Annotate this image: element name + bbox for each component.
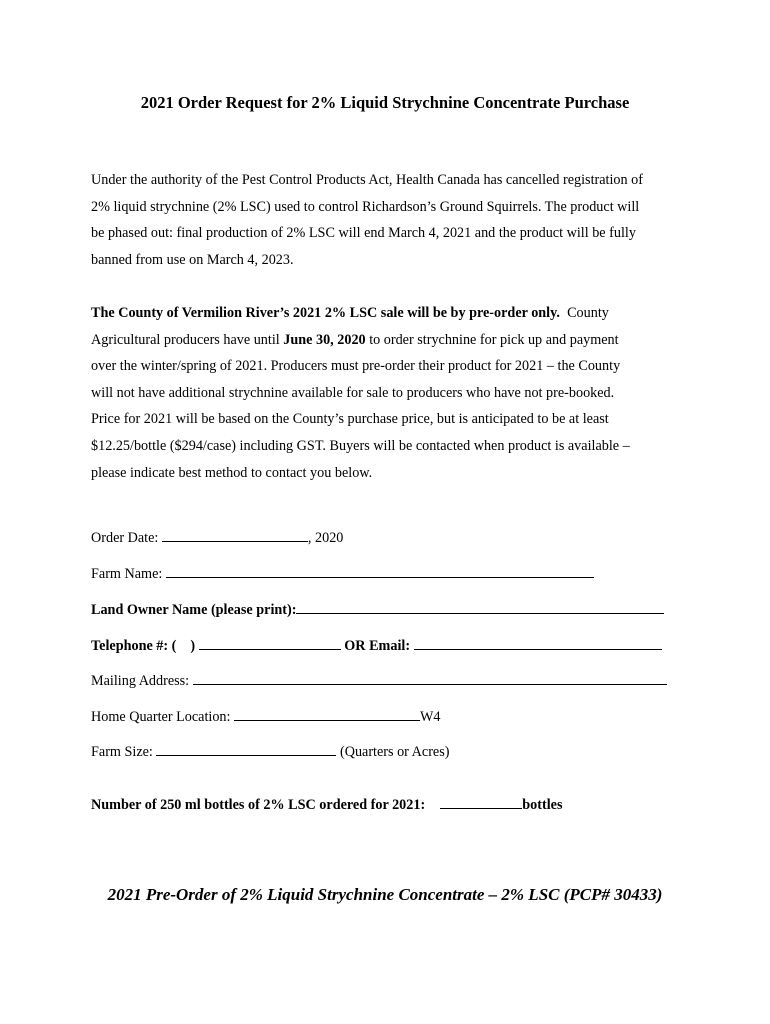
bottle-count-suffix: bottles [522, 797, 563, 813]
intro-line: be phased out: final production of 2% LSC will end March 4, 2021 and the product will be fully [91, 225, 636, 242]
order-date-suffix: , 2020 [307, 530, 344, 546]
bottle-count-label: Number of 250 ml bottles of 2% LSC ordered for 2021: [91, 797, 426, 813]
sale-line1-rest: County [559, 305, 609, 321]
farm-size-suffix: (Quarters or Acres) [339, 744, 450, 760]
mailing-address-blank[interactable] [193, 670, 667, 685]
home-quarter-label: Home Quarter Location: [91, 709, 231, 725]
sale-line2-pre: Agricultural producers have until [91, 331, 284, 348]
telephone-blank[interactable] [199, 635, 341, 650]
sale-paragraph [91, 300, 691, 486]
farm-size-field [91, 741, 449, 762]
document-title: 2021 Order Request for 2% Liquid Strychnine Concentrate Purchase [140, 93, 630, 112]
mailing-address-field [91, 670, 667, 691]
land-owner-label: Land Owner Name (please print): [91, 602, 297, 618]
home-quarter-suffix: W4 [420, 709, 441, 725]
intro-paragraph [91, 167, 691, 273]
footer-heading: 2021 Pre-Order of 2% Liquid Strychnine Concentrate – 2% LSC (PCP# 30433) [107, 885, 663, 904]
telephone-paren: ) [190, 638, 196, 654]
sale-bold-lead: The County of Vermilion River’s 2021 2% LSC sale will be by pre-order only. [91, 305, 560, 321]
land-owner-blank[interactable] [296, 599, 664, 614]
telephone-label: Telephone #: ( [91, 638, 177, 654]
bottle-count-blank[interactable] [440, 794, 522, 809]
sale-line: will not have additional strychnine available for sale to producers who have not pre-booked. [91, 384, 615, 401]
order-date-blank[interactable] [162, 527, 308, 542]
email-blank[interactable] [414, 635, 662, 650]
intro-line: banned from use on March 4, 2023. [91, 251, 294, 268]
sale-line: $12.25/bottle ($294/case) including GST. Buyers will be contacted when product is available – [91, 437, 630, 454]
farm-name-field [91, 563, 594, 584]
sale-line: Price for 2021 will be based on the County’s purchase price, but is anticipated to be at least [91, 411, 609, 428]
telephone-field [91, 635, 662, 656]
home-quarter-blank[interactable] [234, 706, 420, 721]
intro-line: Under the authority of the Pest Control Products Act, Health Canada has cancelled registration of [91, 172, 643, 188]
sale-line [91, 327, 691, 354]
sale-line2-post: to order strychnine for pick up and payment [365, 331, 619, 348]
sale-line: over the winter/spring of 2021. Producers must pre-order their product for 2021 – the County [91, 358, 621, 375]
mailing-address-label: Mailing Address: [91, 673, 190, 689]
farm-name-blank[interactable] [166, 563, 594, 578]
home-quarter-field [91, 706, 441, 727]
deadline-date: June 30, 2020 [283, 331, 366, 348]
sale-line: please indicate best method to contact you below. [91, 464, 373, 481]
farm-size-blank[interactable] [156, 741, 336, 756]
sale-line [91, 300, 691, 327]
intro-line: 2% liquid strychnine (2% LSC) used to control Richardson’s Ground Squirrels. The product will [91, 198, 640, 215]
farm-name-label: Farm Name: [91, 566, 163, 582]
order-date-field [91, 527, 343, 548]
farm-size-label: Farm Size: [91, 744, 153, 760]
land-owner-field [91, 599, 664, 620]
order-date-label: Order Date: [91, 530, 159, 546]
or-email-label: OR Email: [344, 638, 411, 654]
bottle-count-field [91, 794, 562, 815]
